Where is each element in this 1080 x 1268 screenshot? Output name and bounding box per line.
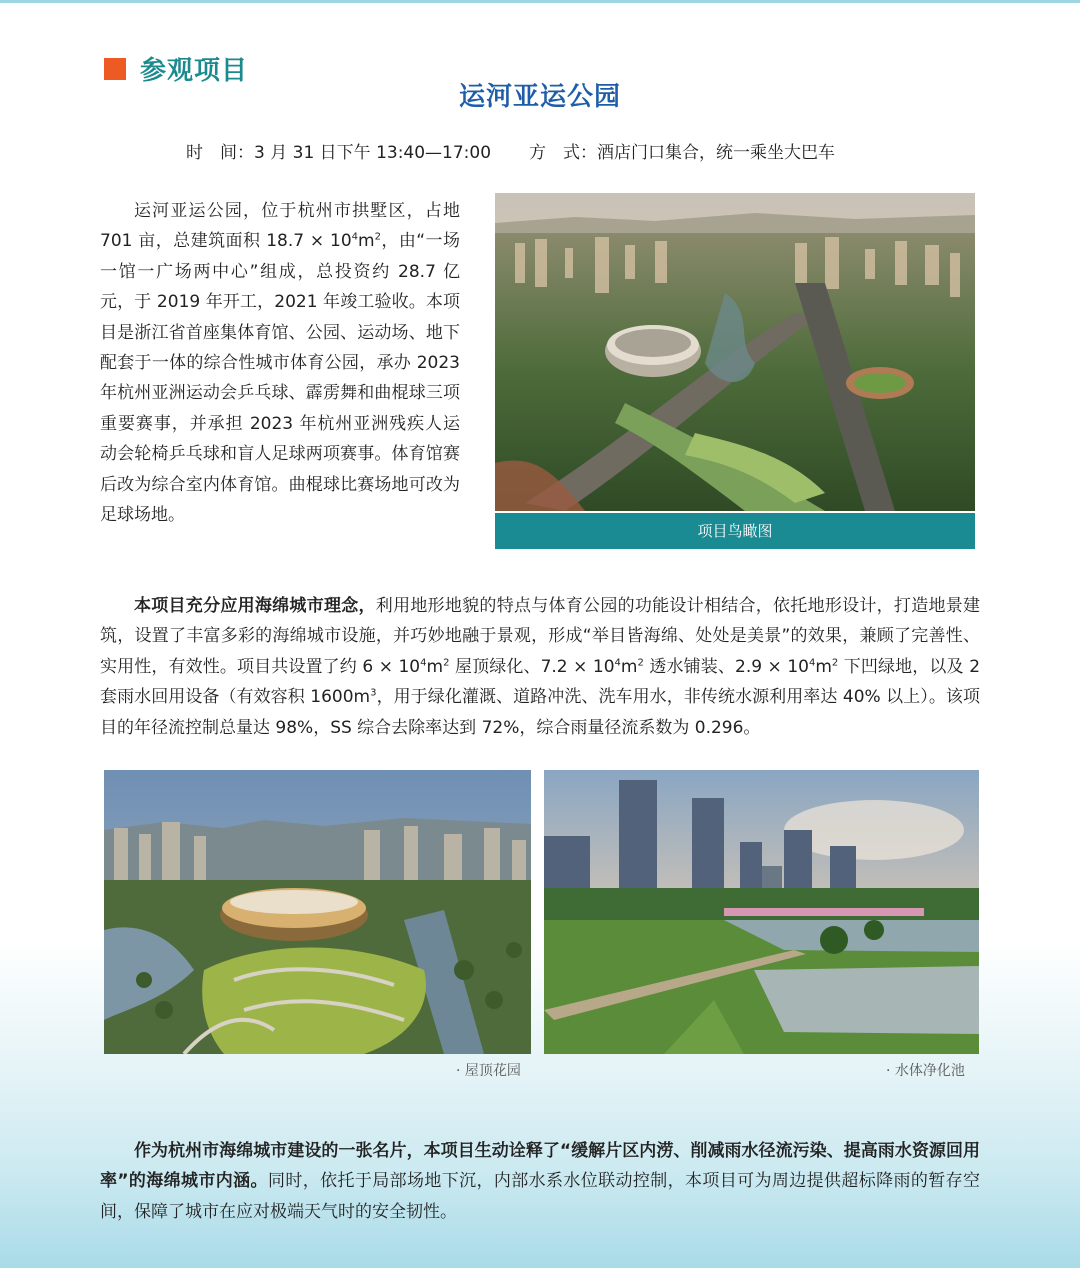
section-title: 参观项目 bbox=[140, 56, 249, 86]
roof-garden-caption: · 屋顶花园 bbox=[456, 1063, 521, 1079]
sponge-city-paragraph: 本项目充分应用海绵城市理念，利用地形地貌的特点与体育公园的功能设计相结合，依托地形设计，打造地景建筑，设置了丰富多彩的海绵城市设施，并巧妙地融于景观，形成“举目皆海绵、处处是美景”的效果，兼顾了完善性、实用性，有效性。项目共设置了约 $6 \times 10^4m^2$ 屋顶绿化、$7.2 \times 10^4m^2$ 透水铺装、$2.9 \times 10^4m^2$ 下凹绿地，以及 2 套雨水回用设备（有效容积 $1600m^3$，用于绿化灌溉、道路冲洗、洗车用水，非传统水源利用率达 40% 以上）。该项目的年径流控制总量达 98%，SS 综合去除率达到 72%，综合雨量径流系数为 0.296。 bbox=[100, 596, 981, 738]
aerial-caption-bar: 项目鸟瞰图 bbox=[495, 513, 975, 549]
roof-garden-photo bbox=[104, 770, 531, 1054]
time-value: 3 月 31 日下午 13:40—17:00 bbox=[254, 143, 492, 163]
project-title: 运河亚运公园 bbox=[458, 82, 621, 112]
top-border-line bbox=[0, 0, 1080, 3]
visit-info bbox=[186, 138, 835, 163]
conclusion-paragraph: 作为杭州市海绵城市建设的一张名片，本项目生动诠释了“缓解片区内涝、削减雨水径流污染、提高雨水资源回用率”的海绵城市内涵。同时，依托于局部场地下沉，内部水系水位联动控制，本项目可为周边提供超标降雨的暂存空间，保障了城市在应对极端天气时的安全韧性。 bbox=[100, 1141, 980, 1222]
time-label: 时 间： bbox=[186, 143, 254, 163]
mode-label: 方 式： bbox=[529, 143, 598, 163]
water-pond-caption: · 水体净化池 bbox=[886, 1063, 965, 1079]
intro-paragraph: 运河亚运公园，位于杭州市拱墅区，占地 701 亩，总建筑面积 $18.7 \times 10^4m^2$，由“一场一馆一广场两中心”组成，总投资约 28.7 亿元，于 2019 年开工，2021 年竣工验收。本项目是浙江省首座集体育馆、公园、运动场、地下配套于一体的综合性城市体育公园，承办 2023 年杭州亚洲运动会乒乓球、霹雳舞和曲棍球三项重要赛事，并承担 2023 年杭州亚洲残疾人运动会轮椅乒乓球和盲人足球两项赛事。体育馆赛后改为综合室内体育馆。曲棍球比赛场地可改为足球场地。 bbox=[100, 201, 461, 526]
water-purification-pond-photo bbox=[544, 770, 979, 1054]
mode-value: 酒店门口集合，统一乘坐大巴车 bbox=[597, 143, 836, 163]
aerial-view-photo bbox=[495, 193, 975, 511]
